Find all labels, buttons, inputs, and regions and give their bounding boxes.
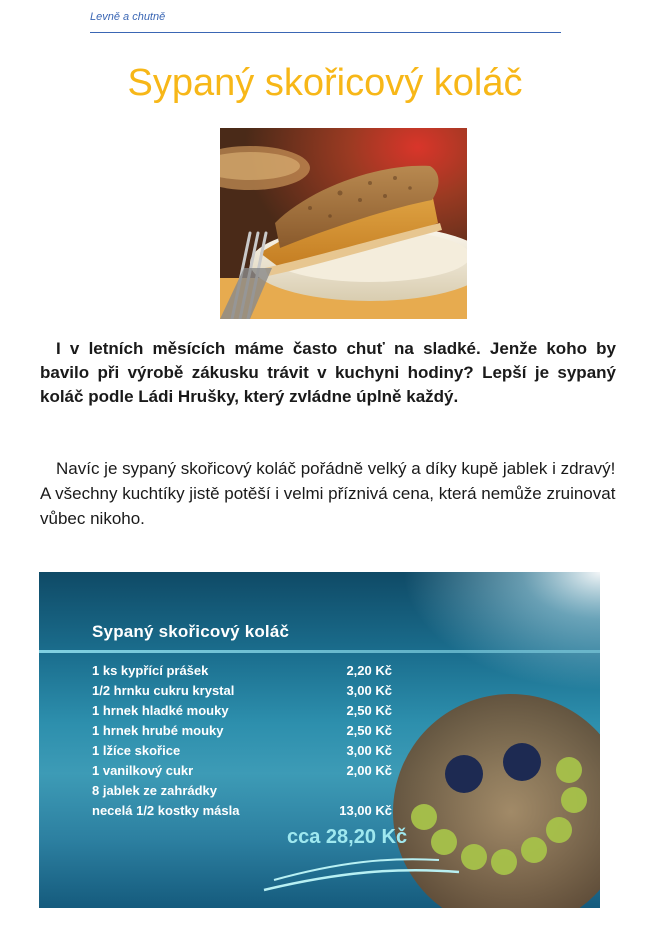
recipe-total: cca 28,20 Kč — [287, 826, 408, 848]
ingredient-price: 13,00 Kč — [339, 803, 392, 818]
cake-photo-illustration — [220, 128, 467, 319]
body-paragraph: Navíc je sypaný skořicový koláč pořádně velký a díky kupě jablek i zdravý! A všechny kuchtíky jistě potěší i velmi příznivá cena, která nemůže zruinovat vůbec nikoho. — [40, 459, 616, 528]
recipe-card — [39, 572, 600, 908]
recipe-title: Sypaný skořicový koláč — [92, 622, 290, 641]
ingredient-price: 3,00 Kč — [346, 743, 392, 758]
cake-photo — [220, 128, 467, 319]
ingredient-name: 1 vanilkový cukr — [92, 763, 194, 778]
ingredient-name: 1 hrnek hladké mouky — [92, 703, 229, 718]
ingredient-name: 1/2 hrnku cukru krystal — [92, 683, 235, 698]
lead-paragraph: I v letních měsících máme často chuť na sladké. Jenže koho by bavilo při výrobě zákusku trávit v kuchyni hodiny? Lepší je sypaný koláč podle Ládi Hrušky, který zvládne úplně každý. — [40, 339, 616, 406]
header-text: Levně a chutně — [90, 11, 166, 23]
ingredient-price: 2,50 Kč — [346, 703, 392, 718]
page-title: Sypaný skořicový koláč — [127, 62, 523, 104]
running-header — [90, 10, 561, 33]
ingredient-price: 2,20 Kč — [346, 663, 392, 678]
ingredient-price: 2,50 Kč — [346, 723, 392, 738]
recipe-divider — [39, 650, 600, 653]
ingredient-price: 3,00 Kč — [346, 683, 392, 698]
ingredient-price: 2,00 Kč — [346, 763, 392, 778]
ingredient-name: 1 lžíce skořice — [92, 743, 181, 758]
ingredient-name: 1 hrnek hrubé mouky — [92, 723, 224, 738]
ingredient-name: necelá 1/2 kostky másla — [92, 803, 240, 818]
ingredient-name: 1 ks kypřící prášek — [92, 663, 209, 678]
ingredient-name: 8 jablek ze zahrádky — [92, 783, 218, 798]
